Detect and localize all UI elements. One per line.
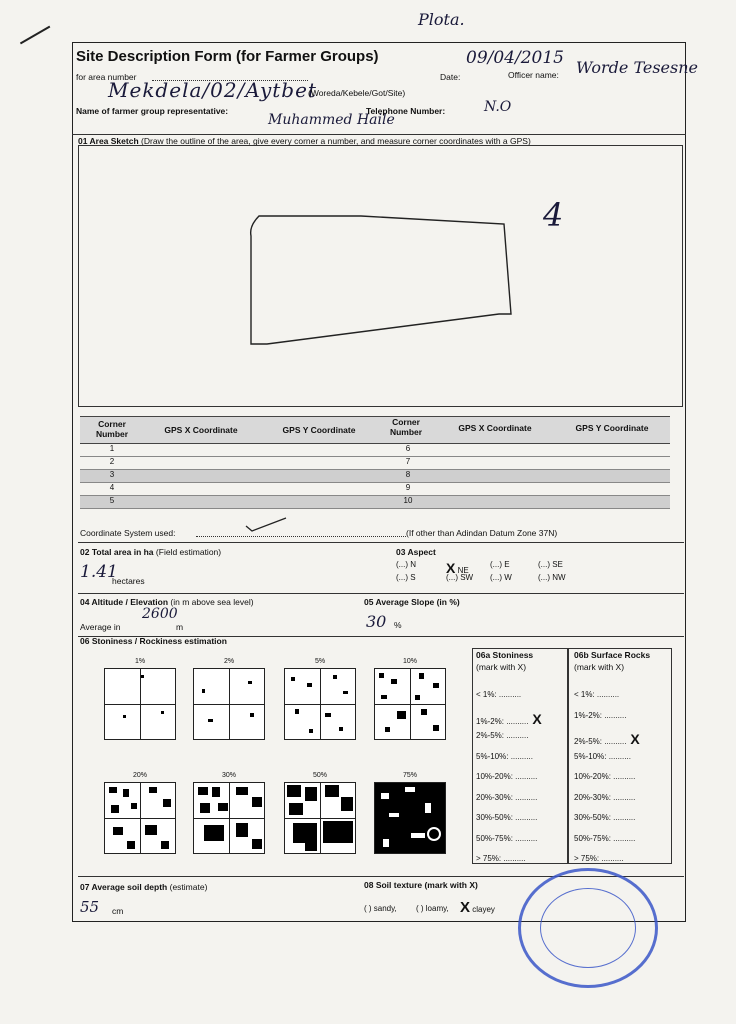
stone-ref-2pct xyxy=(193,668,265,740)
slope-value: 30 xyxy=(366,612,387,631)
divider xyxy=(78,542,684,543)
officer-label: Officer name: xyxy=(508,70,559,80)
phone-label: Telephone Number: xyxy=(366,106,446,116)
corner-number: 4 xyxy=(109,483,115,492)
texture-clayey: clayey xyxy=(472,905,495,914)
soil-depth-hint: (estimate) xyxy=(169,882,208,892)
table-row xyxy=(80,470,670,483)
sketch-drawing xyxy=(79,146,684,408)
sketch-instructions: (Draw the outline of the area, give every corner a number, and measure corner coordinates with a GPS) xyxy=(141,136,531,146)
table-row xyxy=(80,496,670,509)
surface-rocks-class-label: 2%-5%: xyxy=(574,737,603,746)
altitude-hint: (in m above sea level) xyxy=(170,597,254,607)
stoniness-class-7: 50%-75%: .......... xyxy=(476,833,538,843)
divider xyxy=(78,593,684,594)
surface-rocks-class-label: 1%-2%: xyxy=(574,710,603,720)
total-area-hint: (Field estimation) xyxy=(155,547,222,557)
aspect-s: S xyxy=(410,573,416,582)
date-label: Date: xyxy=(440,72,461,82)
total-area-unit: hectares xyxy=(112,576,145,586)
surface-rocks-class-label: 10%-20%: xyxy=(574,772,611,781)
stoniness-class-label: 20%-30%: xyxy=(476,792,513,802)
corner-number: 2 xyxy=(109,457,115,466)
stoniness-class-label: 1%-2%: xyxy=(476,716,505,726)
soil-texture-heading: 08 Soil texture (mark with X) xyxy=(364,880,478,890)
stoniness-class-2: 2%-5%: .......... xyxy=(476,731,529,740)
north-arrow-mark: 4 xyxy=(543,196,564,234)
soil-depth-heading: 07 Average soil depth xyxy=(80,882,168,892)
corner-number: 6 xyxy=(405,444,411,453)
stone-ref-1pct xyxy=(104,668,176,740)
stoniness-col-sub: (mark with X) xyxy=(476,662,527,672)
stone-ref-5pct xyxy=(284,668,356,740)
header-gps-x: GPS X Coordinate xyxy=(164,425,238,435)
header-gps-y-2: GPS Y Coordinate xyxy=(575,423,649,433)
surface-rocks-class-label: 30%-50%: xyxy=(574,813,611,822)
corner-number: 3 xyxy=(109,470,115,479)
divider xyxy=(72,134,686,135)
header-corner-number: Corner Number xyxy=(95,419,129,439)
stoniness-class-4: 10%-20%: .......... xyxy=(476,772,538,781)
pct-label: 2% xyxy=(223,658,235,665)
aspect-se: SE xyxy=(552,560,563,569)
altitude-unit: m xyxy=(176,622,184,632)
stoniness-class-8: > 75%: .......... xyxy=(476,854,526,863)
top-note: Plota. xyxy=(418,10,465,29)
stoniness-class-label: 50%-75%: xyxy=(476,833,513,843)
table-row xyxy=(80,483,670,496)
surface-rocks-class-4: 10%-20%: .......... xyxy=(574,772,636,781)
coord-system-check xyxy=(244,516,288,532)
soil-depth-value: 55 xyxy=(80,898,100,916)
stoniness-heading: 06 Stoniness / Rockiness estimation xyxy=(80,636,227,646)
stoniness-class-label: 10%-20%: xyxy=(476,772,513,781)
total-area-value: 1.41 xyxy=(80,562,118,582)
altitude-heading: 04 Altitude / Elevation xyxy=(80,597,169,607)
corner-number: 8 xyxy=(405,470,411,479)
surface-rocks-class-0: < 1%: .......... xyxy=(574,690,620,699)
corner-number: 10 xyxy=(403,496,413,505)
stoniness-class-label: 5%-10%: xyxy=(476,751,509,761)
header-gps-y: GPS Y Coordinate xyxy=(282,425,356,435)
stoniness-class-0: < 1%: .......... xyxy=(476,690,522,699)
corner-pen-mark xyxy=(20,26,50,44)
pct-label: 1% xyxy=(134,658,146,665)
stone-ref-30pct xyxy=(193,782,265,854)
stoniness-class-label: 30%-50%: xyxy=(476,813,513,822)
officer-value: Worde Tesesne xyxy=(576,58,698,77)
area-number-value: Mekdela/02/Aytbet xyxy=(108,78,317,102)
date-value: 09/04/2015 xyxy=(466,48,564,68)
corner-number: 7 xyxy=(405,457,411,466)
surface-rocks-class-3: 5%-10%: .......... xyxy=(574,751,631,761)
stoniness-class-5: 20%-30%: .......... xyxy=(476,792,538,802)
aspect-nw: NW xyxy=(552,573,566,582)
area-number-label: for area number xyxy=(76,72,137,82)
texture-loamy: loamy, xyxy=(425,904,449,913)
surface-rocks-class-label: < 1%: xyxy=(574,690,595,699)
pct-label: 30% xyxy=(221,772,236,779)
stoniness-class-6: 30%-50%: .......... xyxy=(476,813,538,822)
surface-rocks-class-2: 2%-5%: .......... X xyxy=(574,731,640,747)
surface-rocks-class-5: 20%-30%: .......... xyxy=(574,792,636,802)
stoniness-class-label: 2%-5%: xyxy=(476,731,505,740)
woreda-hint: (Woreda/Kebele/Got/Site) xyxy=(308,88,406,98)
surface-rocks-class-8: > 75%: .......... xyxy=(574,854,624,863)
stoniness-class-label: > 75%: xyxy=(476,854,502,863)
pct-label: 5% xyxy=(314,658,326,665)
altitude-value: 2600 xyxy=(142,606,178,622)
surface-rocks-class-1: 1%-2%: .......... xyxy=(574,710,627,720)
surface-rocks-class-label: 5%-10%: xyxy=(574,751,607,761)
coord-system-hint: (If other than Adindan Datum Zone 37N) xyxy=(406,528,558,538)
phone-value: N.O xyxy=(484,99,512,115)
coords-header xyxy=(80,416,670,444)
stoniness-selected-mark: X xyxy=(528,710,542,727)
soil-depth-unit: cm xyxy=(112,906,124,916)
stone-ref-20pct xyxy=(104,782,176,854)
form-title: Site Description Form (for Farmer Groups) xyxy=(76,48,379,65)
aspect-sw: SW xyxy=(460,573,474,582)
coord-system-line xyxy=(196,536,406,537)
table-row xyxy=(80,444,670,457)
aspect-e: E xyxy=(504,560,510,569)
aspect-ne: NE xyxy=(457,566,469,575)
corner-number: 9 xyxy=(405,483,411,492)
surface-rocks-col-sub: (mark with X) xyxy=(574,662,625,672)
pct-label: 10% xyxy=(402,658,417,665)
surface-rocks-selected-mark: X xyxy=(626,731,640,747)
surface-rocks-class-6: 30%-50%: .......... xyxy=(574,813,636,822)
altitude-prefix: Average in xyxy=(80,622,121,632)
header-gps-x-2: GPS X Coordinate xyxy=(458,423,532,433)
slope-unit: % xyxy=(394,620,402,630)
aspect-heading: 03 Aspect xyxy=(396,547,436,557)
surface-rocks-class-label: > 75%: xyxy=(574,854,600,863)
stoniness-class-label: < 1%: xyxy=(476,690,497,699)
coord-system-label: Coordinate System used: xyxy=(80,528,176,538)
header-corner-number-2: Corner Number xyxy=(389,417,423,437)
official-stamp-inner xyxy=(540,888,636,968)
stoniness-class-3: 5%-10%: .......... xyxy=(476,751,533,761)
stoniness-col-title: 06a Stoniness xyxy=(476,650,534,660)
surface-rocks-class-label: 50%-75%: xyxy=(574,833,611,843)
pct-label: 50% xyxy=(312,772,327,779)
stone-ref-10pct xyxy=(374,668,446,740)
sketch-area xyxy=(78,145,683,407)
aspect-n: N xyxy=(410,560,416,569)
texture-sandy: sandy, xyxy=(373,904,397,913)
corner-number: 5 xyxy=(109,496,115,505)
rep-value: Muhammed Haile xyxy=(268,112,395,128)
surface-rocks-col-title: 06b Surface Rocks xyxy=(574,650,651,660)
corner-number: 1 xyxy=(109,444,115,453)
pct-label: 20% xyxy=(132,772,147,779)
slope-heading: 05 Average Slope (in %) xyxy=(364,597,460,607)
aspect-w: W xyxy=(504,573,512,582)
surface-rocks-class-7: 50%-75%: .......... xyxy=(574,833,636,843)
rep-label: Name of farmer group representative: xyxy=(76,106,229,116)
total-area-heading: 02 Total area in ha xyxy=(80,547,154,557)
stoniness-class-1: 1%-2%: .......... X xyxy=(476,710,542,727)
pct-label: 75% xyxy=(402,772,417,779)
stone-ref-50pct xyxy=(284,782,356,854)
stone-ref-75pct xyxy=(374,782,446,854)
surface-rocks-class-label: 20%-30%: xyxy=(574,792,611,802)
sketch-heading: 01 Area Sketch xyxy=(78,136,139,146)
table-row xyxy=(80,457,670,470)
